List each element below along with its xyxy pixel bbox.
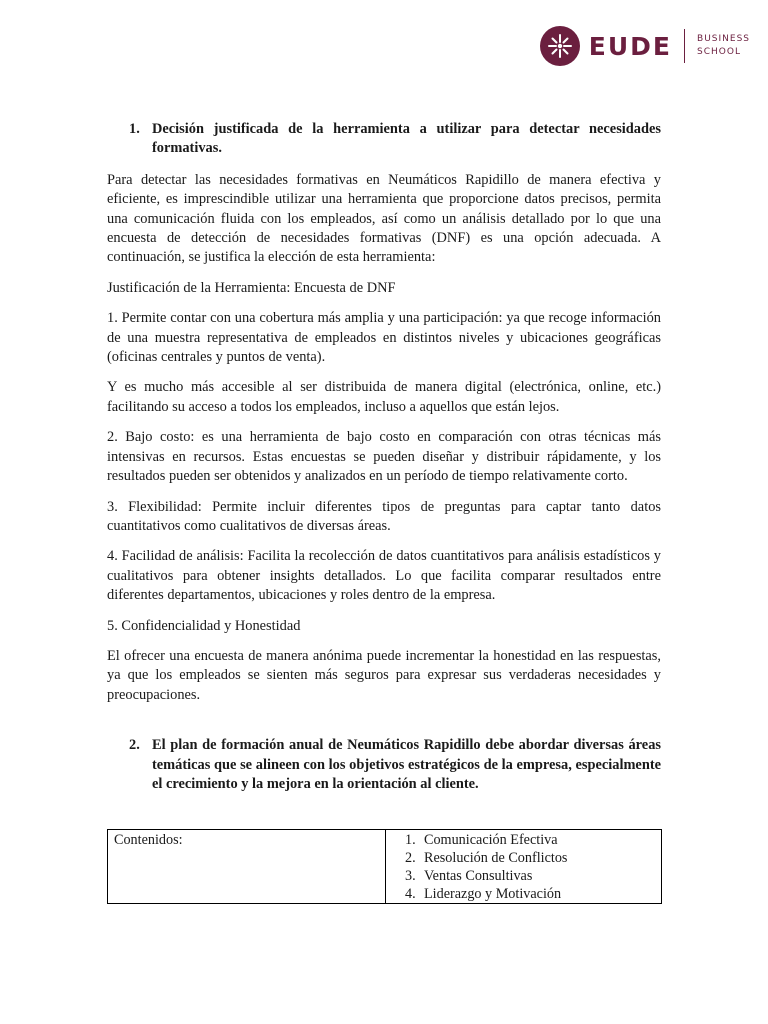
logo-tagline-line2: SCHOOL	[697, 47, 741, 57]
section2-number: 2.	[129, 737, 140, 754]
point3-paragraph: 3. Flexibilidad: Permite incluir diferentes tipos de preguntas para captar tanto datos cuantitativos como cualitativos de diversas áreas.	[107, 498, 661, 534]
list-item	[405, 849, 655, 867]
contents-list-cell	[386, 830, 662, 904]
list-item-text: Ventas Consultivas	[424, 868, 533, 885]
point2-paragraph: 2. Bajo costo: es una herramienta de bajo costo en comparación con otras técnicas más intensivas en recursos. Estas encuestas se pueden diseñar y distribuir rápidamente, y los resultados pueden ser obtenidos y analizados en un período de tiempo relativamente corto.	[107, 429, 661, 485]
list-item-text: Comunicación Efectiva	[424, 832, 558, 849]
contents-label: Contenidos:	[108, 830, 386, 904]
list-item	[405, 831, 655, 849]
section1-number: 1.	[129, 121, 140, 137]
section2-title: El plan de formación anual de Neumáticos Rapidillo debe abordar diversas áreas temáticas que se alineen con los objetivos estratégicos de la empresa, especialmente el crecimiento y la mejora en la orientación al cliente.	[152, 737, 661, 792]
document-body	[107, 120, 661, 904]
list-item-number: 3.	[405, 868, 416, 885]
point1-paragraph: 1. Permite contar con una cobertura más amplia y una participación: ya que recoge información de una muestra representativa de empleados en distintos niveles y ubicaciones geográficas (oficinas centrales y puntos de venta).	[107, 310, 661, 366]
list-item-number: 4.	[405, 886, 416, 903]
contents-table	[107, 829, 662, 904]
logo-tagline-line1: BUSINESS	[697, 34, 750, 44]
list-item-text: Resolución de Conflictos	[424, 850, 568, 867]
point1-extra-paragraph: Y es mucho más accesible al ser distribuida de manera digital (electrónica, online, etc.) facilitando su acceso a todos los empleados, incluso a aquellos que están lejos.	[107, 379, 661, 415]
section2-heading	[107, 736, 661, 794]
list-item-number: 2.	[405, 850, 416, 867]
section1-title: Decisión justificada de la herramienta a utilizar para detectar necesidades formativas.	[152, 121, 661, 157]
table-row	[108, 830, 662, 904]
point4-paragraph: 4. Facilidad de análisis: Facilita la recolección de datos cuantitativos para análisis estadísticos y cualitativos para obtener insights detallados. Lo que facilita comparar resultados entre diferentes departamentos, ubicaciones y roles dentro de la empresa.	[107, 548, 661, 604]
list-item	[405, 867, 655, 885]
list-item-number: 1.	[405, 832, 416, 849]
eude-logo	[540, 18, 750, 74]
logo-tagline	[697, 33, 750, 59]
logo-divider	[684, 29, 685, 63]
logo-brand: EUDE	[588, 31, 673, 61]
justification-title: Justificación de la Herramienta: Encuesta de DNF	[107, 279, 396, 296]
eude-emblem-icon	[540, 26, 580, 66]
list-item-text: Liderazgo y Motivación	[424, 886, 562, 903]
point5-paragraph: El ofrecer una encuesta de manera anónima puede incrementar la honestidad en las respuestas, ya que los empleados se sienten más seguros para expresar sus verdaderas necesidades y preocupaciones.	[107, 647, 661, 703]
section1-heading	[107, 120, 661, 159]
contents-list	[392, 831, 655, 903]
section1-intro-paragraph: Para detectar las necesidades formativas en Neumáticos Rapidillo de manera efectiva y eficiente, es imprescindible utilizar una herramienta que proporcione datos precisos, permita una comunicación fluida con los empleados, así como un análisis detallado por lo que una encuesta de detección de necesidades formativas (DNF) es una opción adecuada. A continuación, se justifica la elección de esta herramienta:	[107, 171, 661, 266]
list-item	[405, 885, 655, 903]
point5-title: 5. Confidencialidad y Honestidad	[107, 617, 301, 634]
